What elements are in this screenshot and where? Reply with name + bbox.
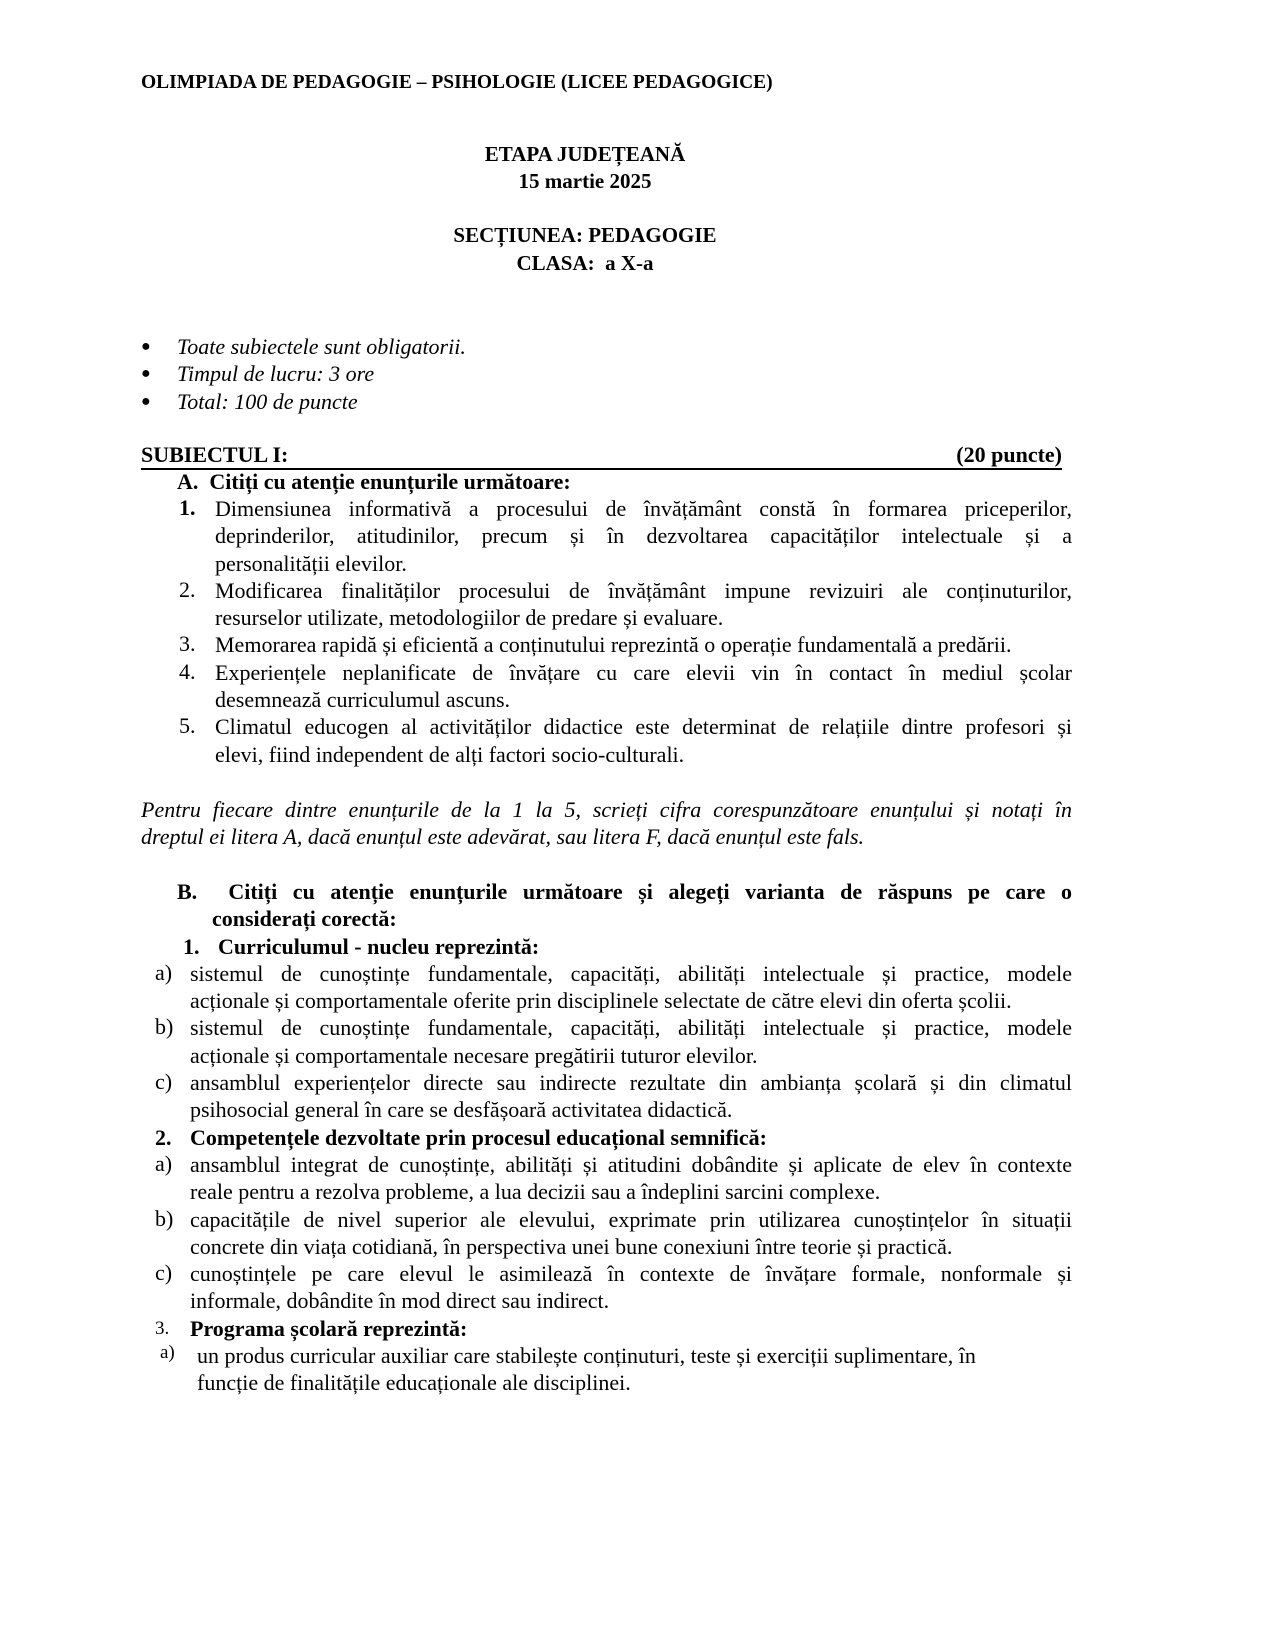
part-b bbox=[141, 878, 1072, 1397]
option-letter: b) bbox=[155, 1014, 174, 1040]
answer-option bbox=[141, 960, 1072, 1015]
part-a-heading: A. Citiți cu atenție enunțurile următoare: bbox=[177, 469, 571, 494]
answer-option bbox=[141, 1206, 1072, 1261]
answer-option bbox=[141, 1069, 1072, 1124]
statement-item bbox=[141, 495, 1072, 577]
statement-number: 3. bbox=[179, 631, 196, 657]
question-number: 3. bbox=[155, 1317, 170, 1339]
text-line: elevi, fiind independent de alți factori socio-culturali. bbox=[215, 741, 685, 767]
stage-title: ETAPA JUDEȚEANĂ bbox=[484, 142, 686, 166]
part-b-heading-line: B. Citiți cu atenție enunțurile următoare și alegeți varianta de răspuns pe care o bbox=[177, 879, 1072, 904]
question-2 bbox=[141, 1124, 1072, 1151]
part-a-statements bbox=[141, 495, 1072, 768]
text-line: Climatul educogen al activităților didactice este determinat de relațiile dintre profesori și bbox=[215, 714, 1072, 740]
text-line: Modificarea finalităților procesului de învățământ impune revizuiri ale conținuturilor, bbox=[215, 577, 1072, 603]
option-letter: a) bbox=[155, 959, 173, 985]
document-header: OLIMPIADA DE PEDAGOGIE – PSIHOLOGIE (LICEE PEDAGOGICE) bbox=[141, 72, 773, 93]
question-text: Competențele dezvoltate prin procesul educațional semnifică: bbox=[190, 1124, 768, 1150]
subject-heading bbox=[141, 441, 1062, 470]
answer-option bbox=[141, 1014, 1072, 1069]
option-letter: a) bbox=[155, 1150, 173, 1176]
question-text: Curriculumul - nucleu reprezintă: bbox=[218, 933, 540, 959]
bullet-icon: ● bbox=[141, 365, 151, 383]
statement-number: 4. bbox=[179, 658, 196, 684]
statement-item bbox=[141, 713, 1072, 768]
text-line: desemnează curriculumul ascuns. bbox=[215, 687, 511, 713]
question-number: 2. bbox=[155, 1124, 172, 1150]
text-line: cunoștințele pe care elevul le asimilează în contexte de învățare formale, nonformale și bbox=[190, 1261, 1072, 1287]
text-line: psihosocial general în care se desfășoară activitatea didactică. bbox=[190, 1097, 733, 1123]
text-line: dreptul ei litera A, dacă enunțul este adevărat, sau litera F, dacă enunțul este fals. bbox=[141, 824, 865, 850]
text-line: sistemul de cunoștințe fundamentale, capacități, abilități intelectuale și practice, modele bbox=[190, 1015, 1072, 1041]
text-line: resurselor utilizate, metodologiilor de predare și evaluare. bbox=[215, 605, 724, 631]
question-1 bbox=[141, 933, 1072, 960]
bullet-icon: ● bbox=[141, 392, 151, 410]
statement-item bbox=[141, 659, 1072, 714]
class-label: CLASA: a X-a bbox=[516, 251, 654, 275]
option-letter: c) bbox=[155, 1069, 173, 1095]
part-a-instructions bbox=[141, 796, 1072, 851]
statement-number: 1. bbox=[179, 495, 196, 520]
text-line: un produs curricular auxiliar care stabilește conținuturi, teste și exerciții suplimentare, în bbox=[197, 1343, 976, 1369]
bullet-icon: ● bbox=[141, 338, 151, 355]
option-letter: c) bbox=[155, 1260, 173, 1286]
part-b-heading-line: considerați corectă: bbox=[212, 906, 397, 932]
text-line: sistemul de cunoștințe fundamentale, capacități, abilități intelectuale și practice, modele bbox=[190, 960, 1072, 986]
statement-number: 2. bbox=[179, 576, 196, 602]
subject-title: SUBIECTUL I: bbox=[141, 442, 289, 467]
text-line: reale pentru a rezolva probleme, a lua decizii sau a îndeplini sarcini complexe. bbox=[190, 1179, 881, 1205]
answer-option bbox=[141, 1151, 1072, 1206]
statement-number: 5. bbox=[179, 713, 196, 739]
question-number: 1. bbox=[183, 933, 200, 959]
subject-points: (20 puncte) bbox=[956, 442, 1062, 467]
text-line: Pentru fiecare dintre enunțurile de la 1 la 5, scrieți cifra corespunzătoare enunțului și notați în bbox=[141, 797, 1072, 822]
statement-item bbox=[141, 631, 1072, 658]
text-line: Memorarea rapidă și eficientă a conținutului reprezintă o operație fundamentală a predării. bbox=[215, 632, 1012, 658]
option-letter: b) bbox=[155, 1205, 174, 1231]
option-letter: a) bbox=[160, 1342, 175, 1364]
text-line: ansamblul experiențelor directe sau indirecte rezultate din ambianța școlară și din climatul bbox=[190, 1070, 1072, 1096]
text-line: informale, dobândite în mod direct sau indirect. bbox=[190, 1288, 610, 1314]
text-line: deprinderilor, atitudinilor, precum și în dezvoltarea capacităților intelectuale și a bbox=[215, 523, 1072, 549]
answer-option bbox=[141, 1342, 1072, 1397]
text-line: capacitățile de nivel superior ale elevului, exprimate prin utilizarea cunoștințelor în situații bbox=[190, 1206, 1072, 1232]
answer-option bbox=[141, 1260, 1072, 1315]
text-line: Experiențele neplanificate de învățare cu care elevii vin în contact în mediul școlar bbox=[215, 659, 1072, 685]
text-line: funcție de finalitățile educaționale ale disciplinei. bbox=[197, 1370, 631, 1396]
text-line: acționale și comportamentale necesare pregătirii tuturor elevilor. bbox=[190, 1042, 758, 1068]
text-line: ansamblul integrat de cunoștințe, abilități și atitudini dobândite și aplicate de elev în contexte bbox=[190, 1151, 1072, 1177]
text-line: Dimensiunea informativă a procesului de învățământ constă în formarea priceperilor, bbox=[215, 496, 1072, 521]
text-line: personalității elevilor. bbox=[215, 550, 407, 576]
text-line: concrete din viața cotidiană, în perspectiva unei bune conexiuni între teorie și practică. bbox=[190, 1233, 953, 1259]
statement-item bbox=[141, 577, 1072, 632]
exam-date: 15 martie 2025 bbox=[518, 169, 652, 193]
question-3 bbox=[141, 1315, 1072, 1342]
section-title: SECȚIUNEA: PEDAGOGIE bbox=[453, 223, 717, 247]
text-line: acționale și comportamentale oferite prin disciplinele selectate de către elevi din oferta școlii. bbox=[190, 988, 1012, 1014]
question-text: Programa școlară reprezintă: bbox=[190, 1315, 468, 1341]
